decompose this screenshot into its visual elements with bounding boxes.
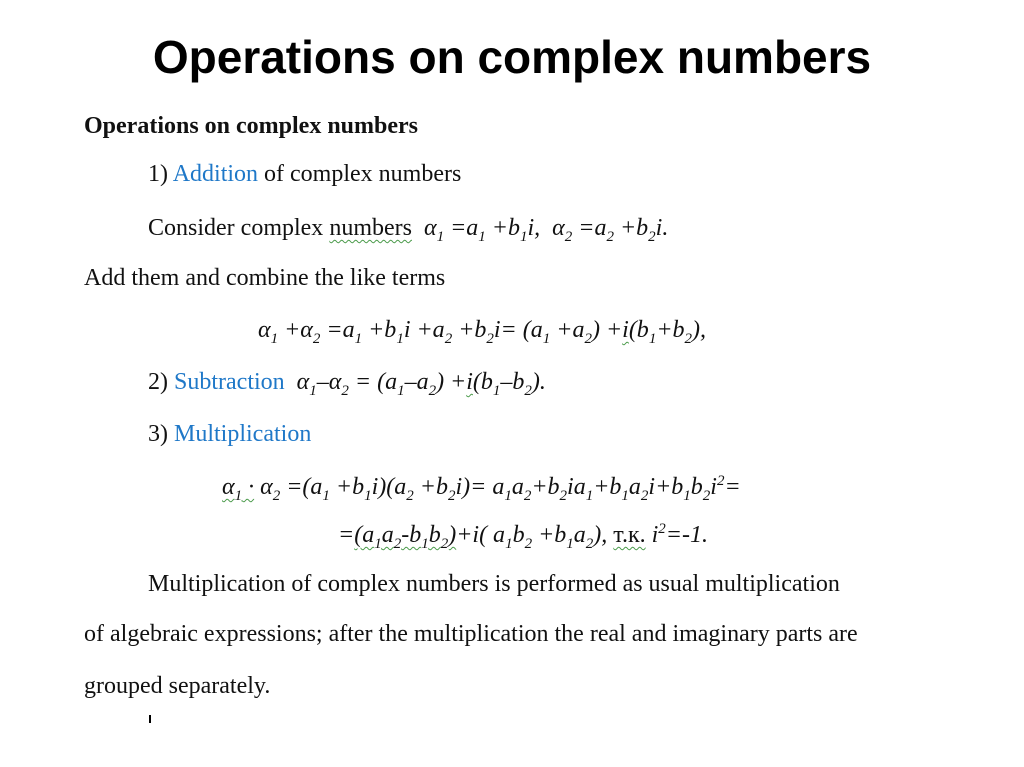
add-terms-line: Add them and combine the like terms — [84, 265, 446, 291]
multiplication-heading — [148, 421, 311, 448]
addition-number: 1) — [148, 161, 168, 187]
subtraction-formula: $\alpha_1-\alpha_2 = (a_1-a_2) +i(b_1-b_2)$. — [290, 369, 546, 399]
i-squared: $i^2=-1$. — [651, 521, 708, 548]
alpha-definitions: $\alpha_1 =a_1 +b_1i$, $\alpha_2 =a_2 +b_2i$. — [417, 215, 669, 245]
multiplication-number: 3) — [148, 421, 168, 447]
document-heading: Operations on complex numbers — [84, 113, 419, 139]
addition-keyword: Addition — [172, 161, 259, 187]
consider-line — [148, 215, 668, 246]
subtraction-line — [148, 369, 546, 400]
paragraph-line-3: grouped separately. — [84, 673, 271, 699]
stray-mark — [149, 715, 151, 723]
tk-abbrev: т.к. — [613, 522, 646, 548]
multiplication-result: $=(a_1a_2-b_1b_2)+i$( $a_1b_2 +b_1a_2$), — [338, 522, 608, 552]
subtraction-keyword: Subtraction — [174, 369, 285, 395]
consider-text: Consider complex — [148, 215, 324, 241]
subtraction-number: 2) — [148, 369, 168, 395]
multiplication-formula-2 — [338, 521, 708, 553]
addition-heading — [148, 161, 461, 188]
paragraph-line-1: Multiplication of complex numbers is performed as usual multiplication — [148, 571, 840, 597]
paragraph-line-2: of algebraic expressions; after the multiplication the real and imaginary parts are — [84, 621, 858, 647]
document-image — [78, 103, 950, 767]
addition-rest: of complex numbers — [264, 161, 462, 187]
multiplication-formula-1: $\alpha_1 \cdot \alpha_2 =(a_1 +b_1i)(a_2 +b_2i)= a_1a_2+b_2ia_1+b_1a_2i+b_1b_2i^2=$ — [222, 473, 741, 504]
consider-word: numbers — [329, 215, 412, 241]
slide-title: Operations on complex numbers — [152, 31, 872, 83]
multiplication-keyword: Multiplication — [174, 421, 312, 447]
addition-formula: $\alpha_1 +\alpha_2 =a_1 +b_1i +a_2 +b_2i= (a_1 +a_2) +i(b_1+b_2)$, — [258, 317, 707, 347]
